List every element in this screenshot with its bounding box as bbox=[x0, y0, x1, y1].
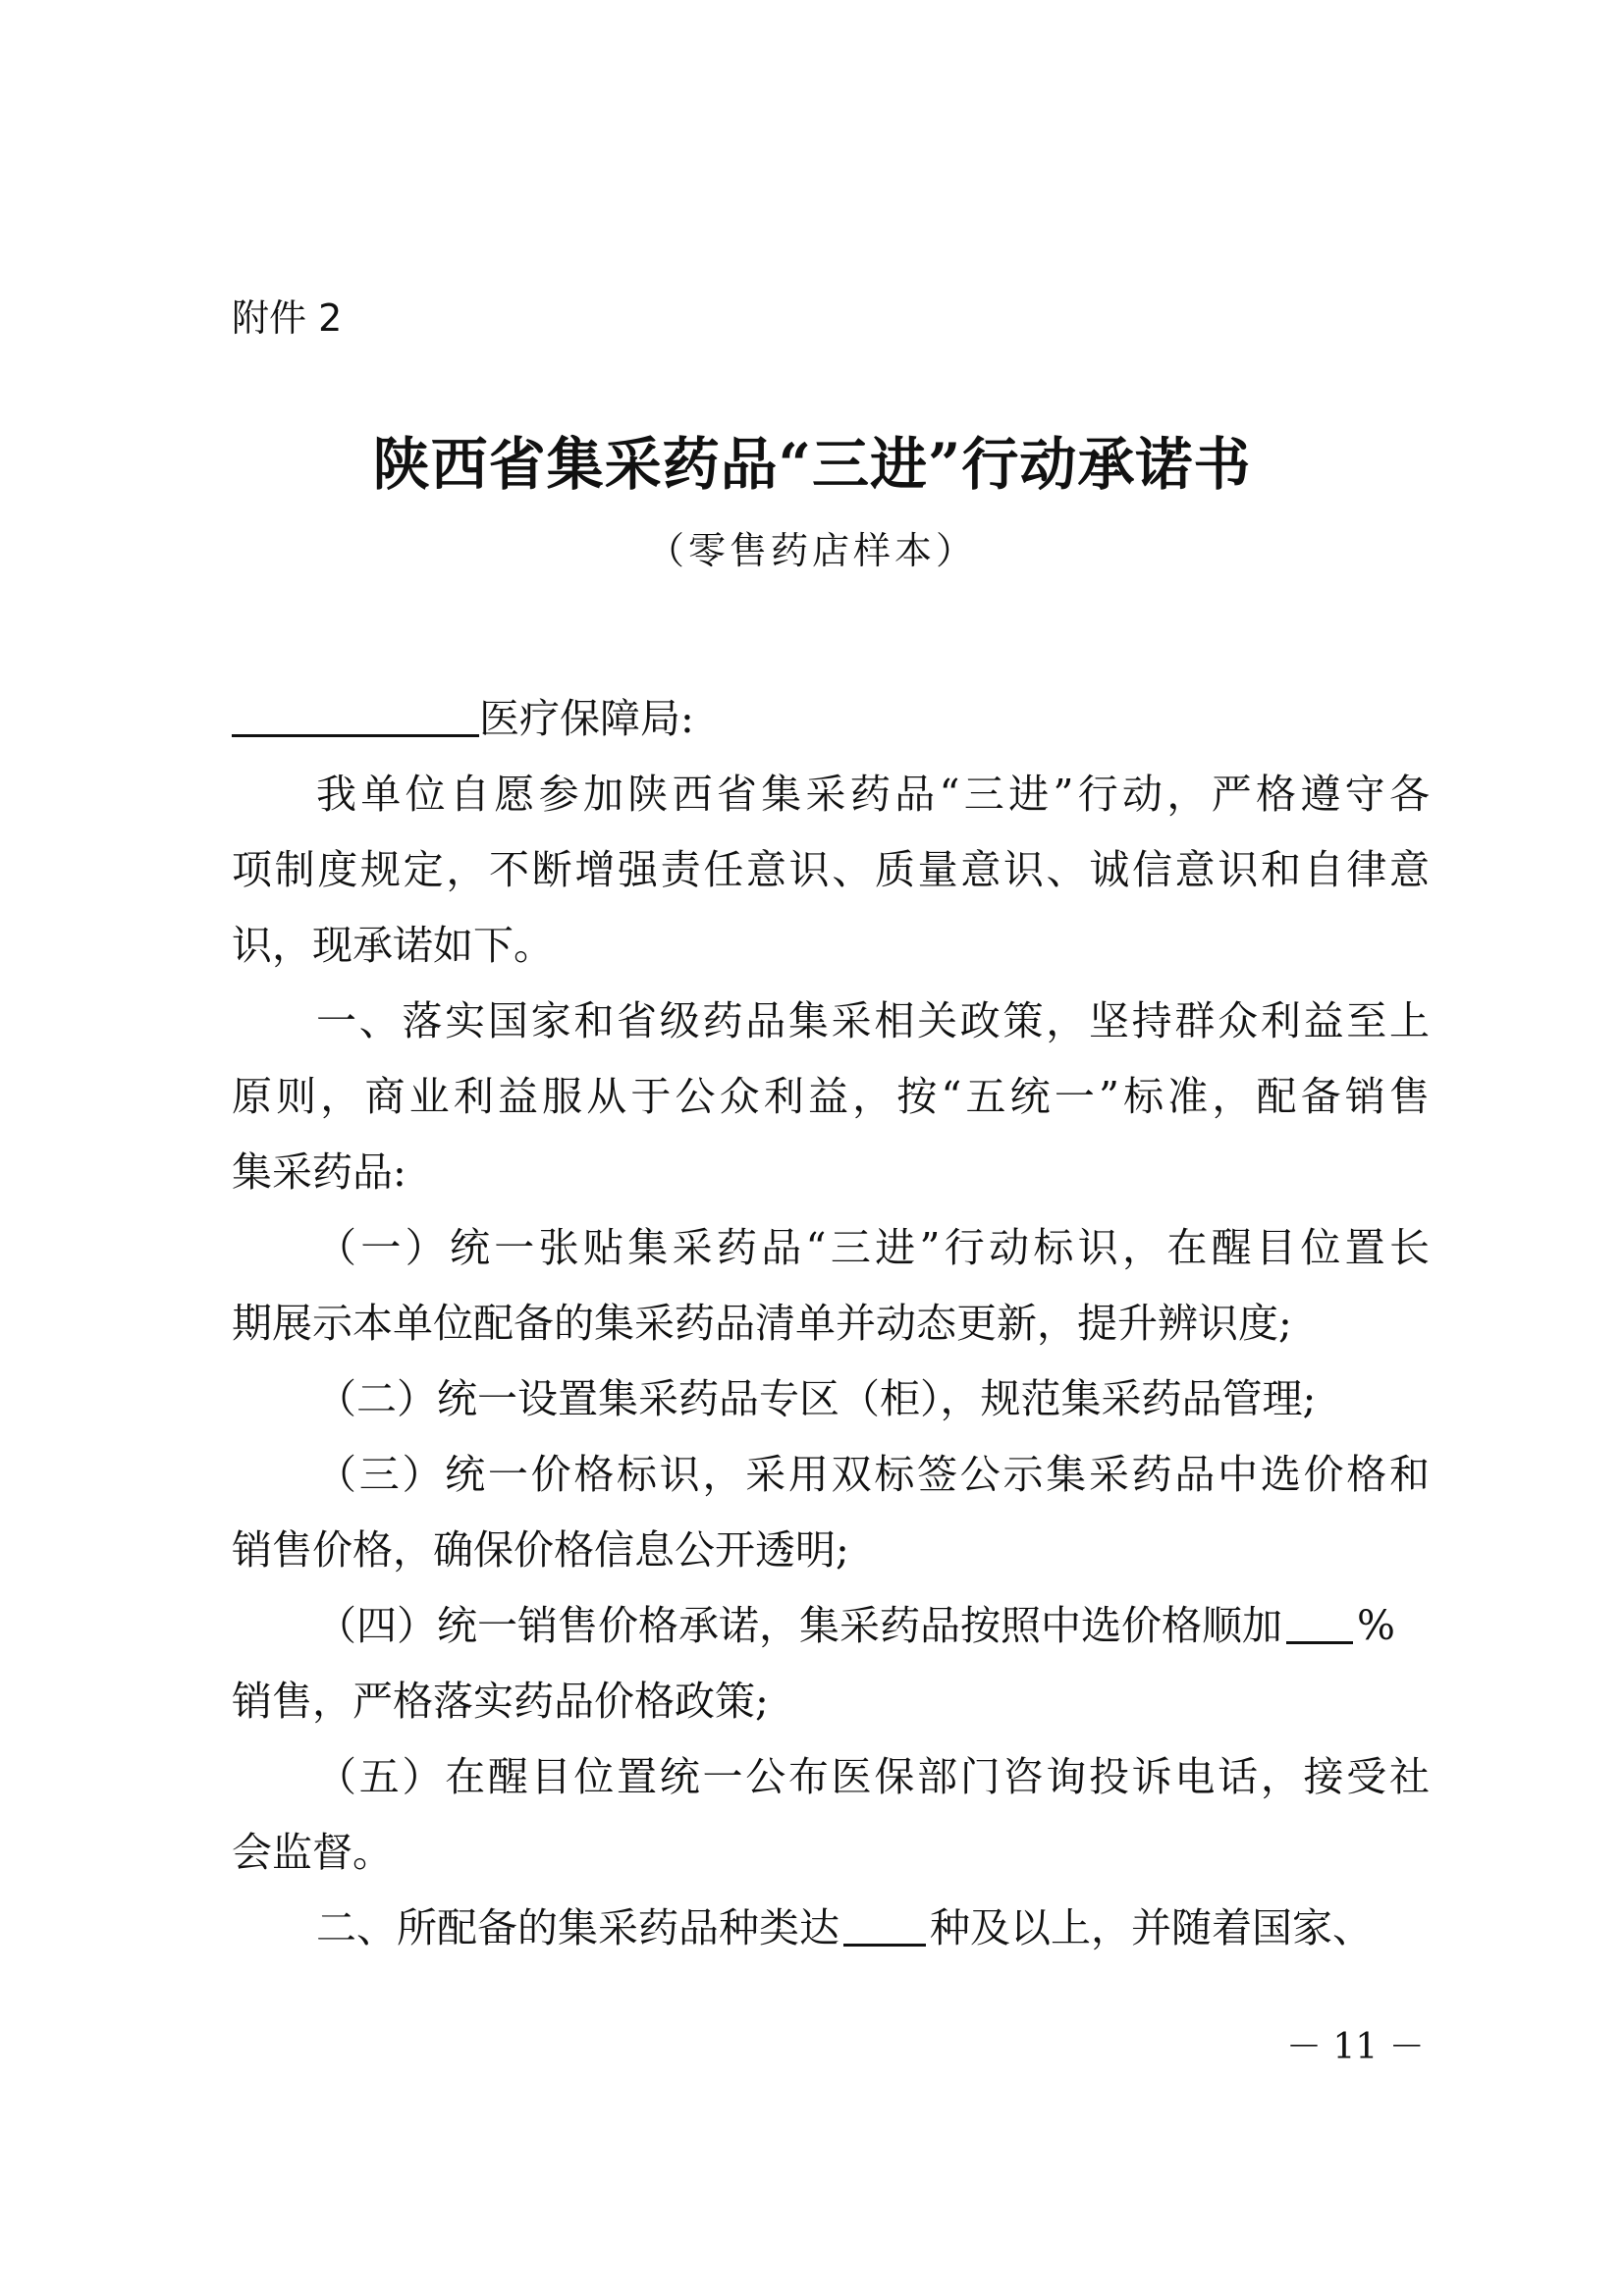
count-blank bbox=[843, 1891, 926, 1947]
document-body bbox=[232, 681, 1430, 1966]
section-one-line: 集采药品: bbox=[232, 1148, 406, 1196]
item-four-line bbox=[232, 1588, 1430, 1664]
section-two-text: 二、所配备的集采药品种类达 bbox=[316, 1904, 839, 1951]
page-number: － 11 － bbox=[1286, 2027, 1425, 2067]
item-five-line: （五）在醒目位置统一公布医保部门咨询投诉电话，接受社 bbox=[316, 1753, 1430, 1800]
attachment-label: 附件 2 bbox=[232, 296, 343, 340]
item-three-line: 销售价格，确保价格信息公开透明; bbox=[232, 1526, 849, 1574]
item-three-line: （三）统一价格标识，采用双标签公示集采药品中选价格和 bbox=[316, 1451, 1430, 1498]
item-two-line: （二）统一设置集采药品专区（柜），规范集采药品管理; bbox=[316, 1375, 1317, 1422]
document-title: 陕西省集采药品“三进”行动承诺书 bbox=[372, 431, 1252, 498]
recipient-suffix: 医疗保障局: bbox=[479, 695, 694, 742]
recipient-line bbox=[232, 681, 1430, 757]
percent-sign: % bbox=[1357, 1602, 1395, 1649]
paragraph-intro-line: 项制度规定，不断增强责任意识、质量意识、诚信意识和自律意 bbox=[232, 846, 1430, 893]
item-one-line: 期展示本单位配备的集采药品清单并动态更新，提升辨识度; bbox=[232, 1300, 1292, 1347]
paragraph-intro-line: 我单位自愿参加陕西省集采药品“三进”行动，严格遵守各 bbox=[316, 771, 1430, 818]
section-one-line: 一、落实国家和省级药品集采相关政策，坚持群众利益至上 bbox=[316, 997, 1430, 1044]
section-two-line bbox=[232, 1891, 1430, 1966]
section-one-line: 原则，商业利益服从于公众利益，按“五统一”标准，配备销售 bbox=[232, 1073, 1430, 1120]
recipient-blank bbox=[232, 681, 479, 737]
item-four-text: （四）统一销售价格承诺，集采药品按照中选价格顺加 bbox=[316, 1602, 1282, 1649]
document-subtitle: （零售药店样本） bbox=[646, 529, 977, 572]
paragraph-intro-line: 识，现承诺如下。 bbox=[232, 922, 554, 969]
percent-blank bbox=[1286, 1588, 1353, 1644]
section-two-text-end: 种及以上，并随着国家、 bbox=[930, 1904, 1373, 1951]
item-four-line: 销售，严格落实药品价格政策; bbox=[232, 1678, 769, 1725]
item-five-line: 会监督。 bbox=[232, 1829, 393, 1876]
item-one-line: （一）统一张贴集采药品“三进”行动标识，在醒目位置长 bbox=[316, 1224, 1430, 1271]
